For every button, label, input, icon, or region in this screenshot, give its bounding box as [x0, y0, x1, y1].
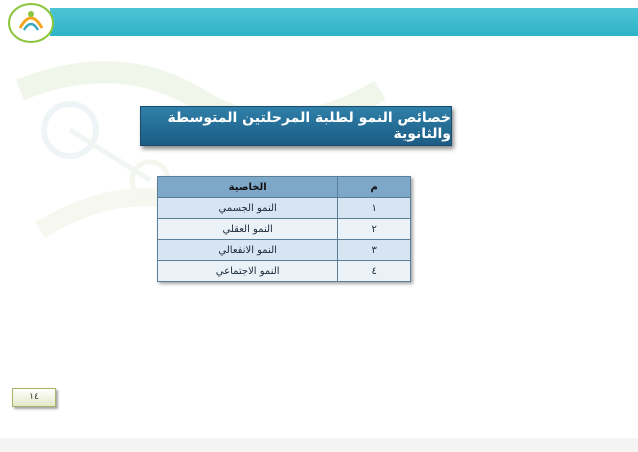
- row-number: ٤: [338, 261, 411, 282]
- page-number: ١٤: [12, 388, 56, 407]
- table-row: [158, 219, 411, 240]
- header-number: م: [338, 177, 411, 198]
- header-characteristic: الخاصية: [158, 177, 338, 198]
- page-title-text: خصائص النمو لطلبة المرحلتين المتوسطة والثانوية: [167, 110, 451, 142]
- row-number: ١: [338, 198, 411, 219]
- logo-icon: [6, 2, 56, 44]
- row-characteristic: النمو الجسمي: [158, 198, 338, 219]
- table-row: [158, 261, 411, 282]
- row-characteristic: النمو الاجتماعي: [158, 261, 338, 282]
- row-characteristic: النمو الانفعالي: [158, 240, 338, 261]
- row-characteristic: النمو العقلي: [158, 219, 338, 240]
- row-number: ٢: [338, 219, 411, 240]
- table-header-row: [158, 177, 411, 198]
- top-banner: [50, 8, 638, 36]
- table-row: [158, 240, 411, 261]
- table-row: [158, 198, 411, 219]
- bottom-strip: [0, 438, 638, 452]
- page-title: [140, 106, 452, 146]
- characteristics-table: [157, 176, 411, 282]
- row-number: ٣: [338, 240, 411, 261]
